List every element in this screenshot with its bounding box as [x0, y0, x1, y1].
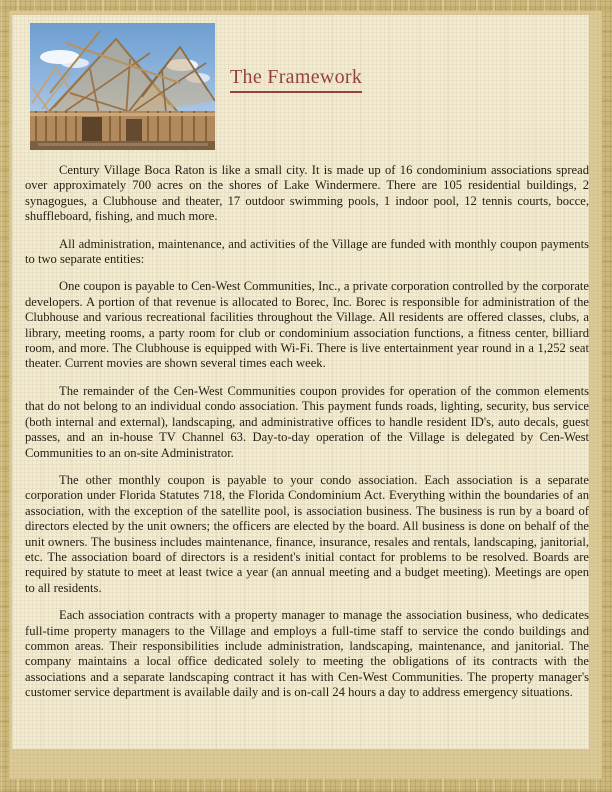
paragraph-5: The other monthly coupon is payable to your condo association. Each association is a separate corporation under Florida Statutes 718, the Florida Condominium Act. Everything within the boundaries of an association, with the exception of the satellite pool, is association business. The business is run by a board of directors elected by the unit owners; the officers are elected by the board. All business is done on behalf of the unit owners. The business includes maintenance, finance, insurance, resales and rentals, landscaping, janitorial, etc. The association board of directors is a resident's initial contact for problems to be resolved. Boards are required by statute to meet at least twice a year (an annual meeting and a budget meeting). Meetings are open to all residents. [25, 472, 589, 595]
paragraph-6: Each association contracts with a property manager to manage the association business, who dedicates full-time property managers to the Village and employs a full-time staff to service the condo buildings and common areas. Their responsibilities include administration, landscaping, maintenance, and janitorial. The company maintains a local office dedicated solely to meeting the obligations of its contracts with the associations and a separate landscaping contract it has with Cen-West Communities. The property manager's customer service department is available daily and is on-call 24 hours a day to address emergency situations. [25, 608, 589, 700]
wood-frame-construction-photo [30, 23, 215, 150]
paragraph-1: Century Village Boca Raton is like a small city. It is made up of 16 condominium associations spread over approximately 700 acres on the shores of Lake Windermere. There are 105 residential buildings, 2 synagogues, a Clubhouse and theater, 17 outdoor swimming pools, 1 indoor pool, 12 tennis courts, bocce, shuffleboard, fishing, and much more. [25, 163, 589, 224]
paragraph-3: One coupon is payable to Cen-West Communities, Inc., a private corporation controlled by the corporate developers. A portion of that revenue is allocated to Borec, Inc. Borec is responsible for administration of the Clubhouse and various recreational facilities throughout the Village. All residents are offered classes, clubs, a library, meeting rooms, a party room for club or condominium association functions, a fitness center, billiard room, and more. The Clubhouse is equipped with Wi-Fi. There is live entertainment year round in a 1,252 seat theater. Current movies are shown several times each week. [25, 279, 589, 371]
paragraph-2: All administration, maintenance, and activities of the Village are funded with monthly coupon payments to two separate entities: [25, 236, 589, 267]
page-title: The Framework [230, 66, 362, 93]
article-body [25, 163, 589, 713]
page-content-area [12, 15, 589, 749]
construction-framing-illustration [30, 23, 215, 150]
paragraph-4: The remainder of the Cen-West Communities coupon provides for operation of the common elements that do not belong to an individual condo association. This payment funds roads, lighting, security, bus service (both internal and external), landscaping, and administrative offices to handle resident ID's, auto decals, guest passes, and an in-house TV Channel 63. Day-to-day operation of the Village is delegated by Cen-West Communities to an on-site Administrator. [25, 383, 589, 460]
